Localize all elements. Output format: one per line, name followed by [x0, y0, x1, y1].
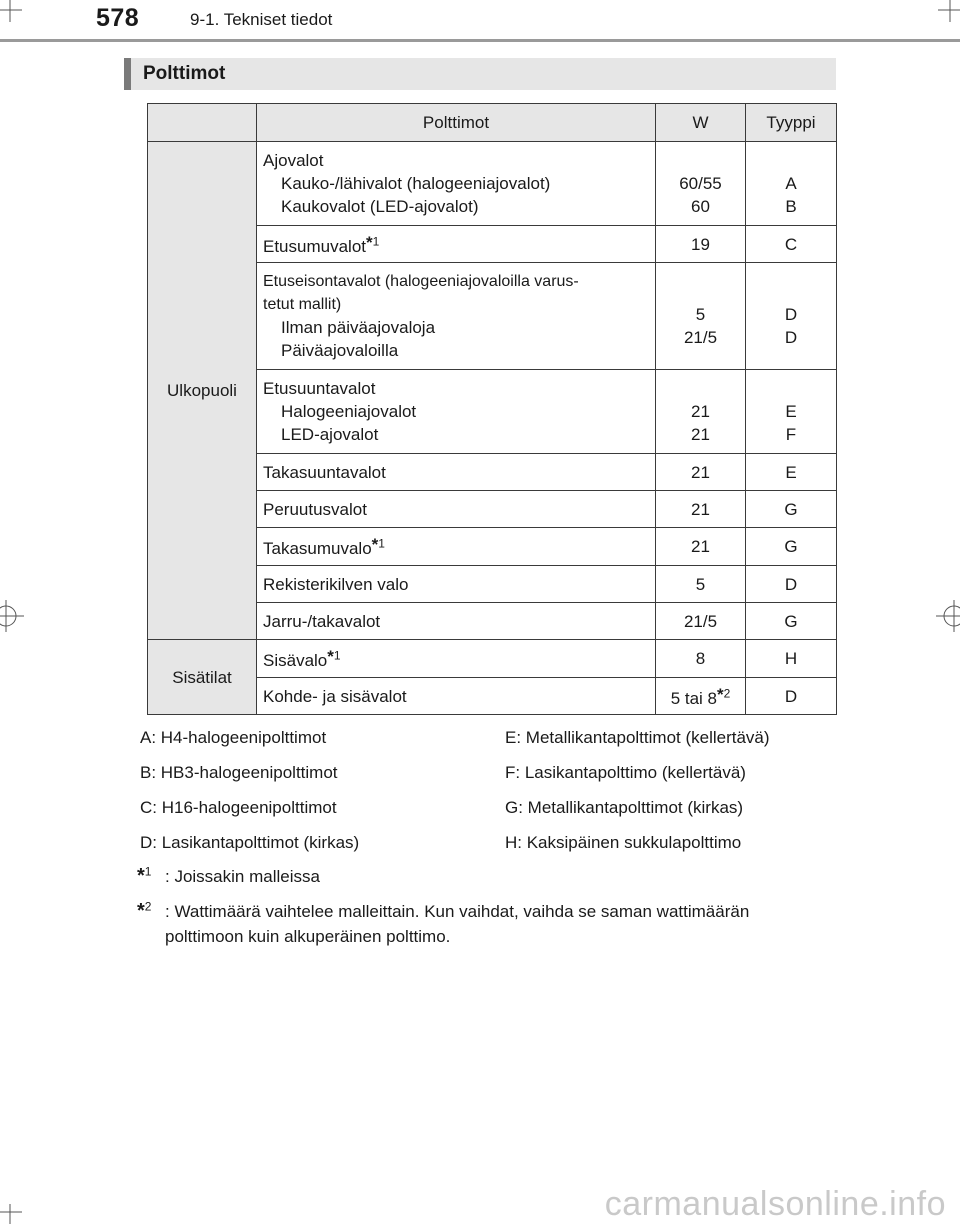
footnote-asterisk-icon: *	[327, 647, 334, 666]
header-empty	[148, 104, 257, 142]
watts-value: 5	[656, 566, 746, 603]
type-value: A	[785, 174, 797, 193]
type-value: F	[785, 425, 797, 444]
bulb-headlights	[257, 142, 656, 226]
header-type: Tyyppi	[746, 104, 837, 142]
watermark: carmanualsonline.info	[604, 1185, 946, 1223]
footnote-number: 2	[144, 899, 152, 914]
footnote-line: : Wattimäärä vaihtelee malleittain. Kun vaihdat, vaihda se saman wattimäärän	[165, 902, 750, 921]
bulb-label: Sisävalo	[263, 651, 328, 670]
bulb-title: Etuseisontavalot (halogeeniajovaloilla varus-	[263, 273, 579, 290]
type-cell	[746, 370, 837, 454]
bulb-sub: Halogeeniajovalot	[281, 402, 417, 421]
bulb-label: Peruutusvalot	[257, 491, 656, 528]
crop-mark-top-left	[0, 0, 22, 22]
footnote-ref: 2	[723, 685, 731, 700]
bulbs-table	[147, 103, 837, 715]
type-value: D	[746, 678, 837, 715]
watts-value: 5 tai 8	[670, 688, 717, 708]
footnote-1	[137, 864, 837, 890]
legend-item: E: Metallikantapolttimot (kellertävä)	[505, 728, 770, 747]
bulb-fog	[257, 226, 656, 263]
watts-value: 21	[656, 491, 746, 528]
legend-item: G: Metallikantapolttimot (kirkas)	[505, 798, 744, 817]
footnote-mark	[137, 864, 151, 889]
legend-item: F: Lasikantapolttimo (kellertävä)	[505, 763, 746, 782]
watts-value: 21/5	[656, 603, 746, 640]
legend-row	[140, 763, 840, 798]
footnote-line: polttimoon kuin alkuperäinen polttimo.	[165, 927, 451, 946]
footnote-ref: 1	[333, 648, 341, 663]
header-rule	[0, 39, 960, 42]
watts-cell	[656, 263, 746, 370]
footnote-mark	[137, 899, 151, 924]
footnote-2	[137, 899, 837, 951]
header-watts: W	[656, 104, 746, 142]
bulb-sub: LED-ajovalot	[281, 425, 379, 444]
watts-value: 5	[695, 305, 706, 324]
crop-mark-left-middle	[0, 600, 24, 632]
bulb-label: Takasumuvalo	[263, 539, 372, 558]
watts-value: 19	[656, 226, 746, 263]
watts-value: 21	[691, 425, 710, 444]
bulb-sub: Kaukovalot (LED-ajovalot)	[281, 197, 479, 216]
legend-row	[140, 728, 840, 763]
watts-value: 21/5	[683, 328, 718, 347]
legend-item: A: H4-halogeenipolttimot	[140, 728, 327, 747]
type-value: H	[746, 640, 837, 678]
watts-value: 21	[656, 454, 746, 491]
header-bulbs: Polttimot	[257, 104, 656, 142]
bulb-rear-fog	[257, 528, 656, 566]
type-cell	[746, 263, 837, 370]
footnote-asterisk-icon: *	[366, 232, 373, 252]
bulb-sub: Kauko-/lähivalot (halogeeniajovalot)	[281, 174, 551, 193]
legend-item: H: Kaksipäinen sukkulapolttimo	[505, 833, 742, 852]
section-band	[124, 58, 836, 90]
bulb-title: Etusuuntavalot	[263, 379, 376, 398]
type-value: C	[746, 226, 837, 263]
type-value: G	[746, 603, 837, 640]
crop-mark-top-right	[938, 0, 960, 22]
type-value: G	[746, 491, 837, 528]
footnote-asterisk-icon: *	[717, 684, 724, 704]
table-header-row	[148, 104, 837, 142]
table-row-headlights	[148, 142, 837, 226]
footnote-number: 1	[144, 864, 152, 879]
watts-cell	[656, 142, 746, 226]
section-title: Polttimot	[143, 63, 226, 84]
legend-item: D: Lasikantapolttimot (kirkas)	[140, 833, 360, 852]
bulb-sub: Ilman päiväajovaloja	[281, 318, 436, 337]
legend-item: B: HB3-halogeenipolttimot	[140, 763, 338, 782]
category-inside: Sisätilat	[148, 640, 257, 715]
type-value: G	[746, 528, 837, 566]
footnote-asterisk-icon: *	[371, 535, 379, 554]
bulb-label: Kohde- ja sisävalot	[257, 678, 656, 715]
category-outside: Ulkopuoli	[148, 142, 257, 640]
footnote-ref: 1	[372, 233, 380, 248]
bulb-interior	[257, 640, 656, 678]
bulb-title: tetut mallit)	[263, 296, 342, 313]
bulb-position	[257, 263, 656, 370]
footnote-asterisk-icon: *	[137, 865, 145, 887]
watts-value: 8	[656, 640, 746, 678]
page-number: 578	[96, 4, 140, 32]
type-value: E	[746, 454, 837, 491]
watts-cell	[656, 678, 746, 715]
type-value: D	[784, 305, 798, 324]
bulb-label: Jarru-/takavalot	[257, 603, 656, 640]
footnote-ref: 1	[378, 536, 385, 551]
bulb-label: Rekisterikilven valo	[257, 566, 656, 603]
type-value: B	[785, 197, 797, 216]
footnote-text: : Joissakin malleissa	[165, 867, 320, 886]
legend-item: C: H16-halogeenipolttimot	[140, 798, 337, 817]
watts-value: 21	[656, 528, 746, 566]
type-cell	[746, 142, 837, 226]
bulb-sub: Päiväajovaloilla	[281, 341, 399, 360]
bulb-title: Ajovalot	[263, 151, 324, 170]
table-row-interior	[148, 640, 837, 678]
watts-cell	[656, 370, 746, 454]
crop-mark-bottom-left	[0, 1204, 22, 1224]
legend-row	[140, 798, 840, 833]
running-head: 9-1. Tekniset tiedot	[190, 10, 333, 29]
crop-mark-right-middle	[936, 600, 960, 632]
type-value: D	[784, 328, 798, 347]
footnote-asterisk-icon: *	[137, 900, 145, 922]
bulb-label: Takasuuntavalot	[257, 454, 656, 491]
watts-value: 21	[691, 402, 710, 421]
bulb-label: Etusumuvalot	[263, 236, 366, 256]
legend-row	[140, 833, 840, 868]
type-value: D	[746, 566, 837, 603]
watts-value: 60/55	[679, 174, 722, 193]
type-value: E	[785, 402, 797, 421]
bulb-front-turn	[257, 370, 656, 454]
watts-value: 60	[691, 197, 710, 216]
bulb-type-legend	[140, 728, 840, 868]
footnote-text	[165, 899, 749, 949]
